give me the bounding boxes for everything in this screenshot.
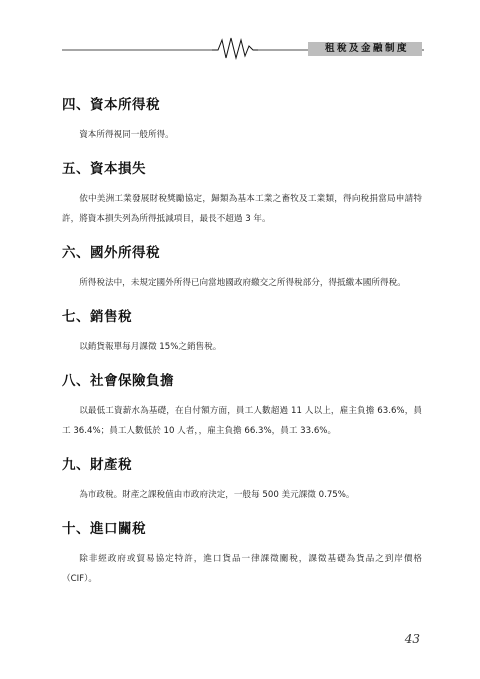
section-body: 資本所得視同一般所得。 [79, 130, 174, 140]
section-heading: 五、資本損失 [62, 161, 146, 177]
section-social-insurance [62, 371, 422, 441]
section-body: 以銷貨報單每月課徵 15%之銷售稅。 [79, 342, 222, 352]
page-content [62, 95, 422, 603]
section-heading: 十、進口關稅 [62, 521, 146, 537]
section-body: 除非經政府或貿易協定特許，進口貨品一律課徵關稅，課徵基礎為貨品之到岸價格（CIF）。 [62, 554, 422, 584]
section-heading: 四、資本所得稅 [62, 97, 160, 113]
section-body: 所得稅法中，未規定國外所得已向當地國政府繳交之所得稅部分，得抵繳本國所得稅。 [79, 278, 406, 288]
section-heading: 九、財產稅 [62, 457, 132, 473]
page-header [0, 0, 480, 60]
section-capital-loss [62, 159, 422, 229]
section-heading: 六、國外所得稅 [62, 245, 160, 261]
section-import-duty [62, 519, 422, 589]
section-capital-gains-tax [62, 95, 422, 145]
section-heading: 八、社會保險負擔 [62, 373, 174, 389]
page-number: 43 [404, 632, 420, 646]
running-header-title: 租稅及金融制度 [324, 43, 409, 54]
section-body: 依中美洲工業發展財稅獎勵協定，歸類為基本工業之畜牧及工業類，得向稅捐當局申請特許，將資本損失列為所得抵減項目，最長不超過 3 年。 [62, 194, 422, 224]
section-foreign-income-tax [62, 243, 422, 293]
section-body: 以最低工資薪水為基礎，在自付額方面，員工人數超過 11 人以上，雇主負擔 63.6%，員工 36.4%；員工人數低於 10 人者，，雇主負擔 66.3%，員工 33.6%。 [62, 406, 422, 436]
section-sales-tax [62, 307, 422, 357]
section-body: 為市政稅。財產之課稅值由市政府決定，一般每 500 美元課徵 0.75%。 [79, 490, 355, 500]
section-heading: 七、銷售稅 [62, 309, 132, 325]
section-property-tax [62, 455, 422, 505]
